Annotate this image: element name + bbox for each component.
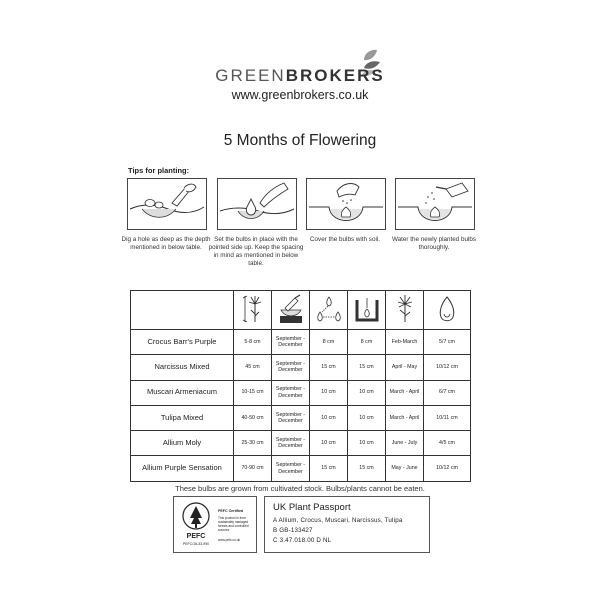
flowering-time-icon	[393, 294, 417, 324]
passport-line-c: C 3.47.018.00 D NL	[273, 537, 332, 544]
cell-spacing: 10 cm	[310, 431, 348, 456]
cell-count: 10/12 cm	[424, 456, 471, 481]
cell-flowering: May - June	[386, 456, 424, 481]
cell-spacing: 15 cm	[310, 355, 348, 380]
cell-count: 4/5 cm	[424, 431, 471, 456]
cell-flowering: April - May	[386, 355, 424, 380]
header-count-cell	[424, 291, 471, 330]
bulb-info-table	[130, 290, 471, 482]
tip-step-4-caption: Water the newly planted bulbs thoroughly.	[391, 236, 477, 251]
bulb-spacing-icon	[315, 294, 343, 324]
cell-height: 5-8 cm	[234, 330, 272, 355]
cell-name: Allium Purple Sensation	[131, 456, 234, 481]
cell-name: Muscari Armeniacum	[131, 380, 234, 405]
pefc-code: PEFC/16-33-990	[182, 542, 210, 546]
cell-name: Tulipa Mixed	[131, 405, 234, 430]
tips-heading: Tips for planting:	[128, 166, 190, 175]
disclaimer-text: These bulbs are grown from cultivated stock. Bulbs/plants cannot be eaten.	[175, 484, 425, 493]
cell-depth: 10 cm	[348, 380, 386, 405]
cell-flowering: Feb-March	[386, 330, 424, 355]
pefc-cert-title: PEFC Certified	[218, 509, 244, 513]
cell-count: 10/11 cm	[424, 405, 471, 430]
tip-step-4-illustration	[395, 178, 475, 230]
pefc-cert-description: This product is from sustainably managed forests and controlled sources	[218, 516, 249, 532]
table-row	[131, 456, 471, 481]
bulbs-per-pack-icon	[435, 294, 459, 324]
cell-count: 6/7 cm	[424, 380, 471, 405]
cell-planting: September - December	[272, 456, 310, 481]
cell-count: 10/12 cm	[424, 355, 471, 380]
flower-height-icon	[241, 294, 265, 324]
cell-spacing: 10 cm	[310, 405, 348, 430]
planting-depth-icon	[353, 294, 381, 324]
brand-logo	[0, 66, 600, 86]
table-row	[131, 431, 471, 456]
header-spacing-cell	[310, 291, 348, 330]
table-row	[131, 405, 471, 430]
cell-planting: September - December	[272, 355, 310, 380]
passport-line-a: A Allium, Crocus, Muscari, Narcissus, Tulipa	[273, 517, 403, 524]
table-header-row	[131, 291, 471, 330]
website-url[interactable]: www.greenbrokers.co.uk	[231, 88, 369, 102]
cell-depth: 10 cm	[348, 431, 386, 456]
cell-height: 10-15 cm	[234, 380, 272, 405]
cell-count: 5/7 cm	[424, 330, 471, 355]
plant-passport-title: UK Plant Passport	[273, 502, 351, 513]
tip-step-2-caption: Set the bulbs in place with the pointed side up. Keep the spacing in mind as mentioned in below table.	[208, 236, 304, 267]
trowel-digging-icon	[128, 179, 206, 229]
header-depth-cell	[348, 291, 386, 330]
cell-name: Narcissus Mixed	[131, 355, 234, 380]
header-blank-cell	[131, 291, 234, 330]
header-height-cell	[234, 291, 272, 330]
tip-step-3-caption: Cover the bulbs with soil.	[310, 236, 380, 243]
hand-placing-bulb-icon	[218, 179, 296, 229]
hand-covering-soil-icon	[307, 179, 385, 229]
cell-depth: 15 cm	[348, 456, 386, 481]
cell-height: 40-50 cm	[234, 405, 272, 430]
cell-planting: September - December	[272, 431, 310, 456]
page-title: 5 Months of Flowering	[223, 132, 377, 149]
cell-depth: 10 cm	[348, 405, 386, 430]
cell-planting: September - December	[272, 405, 310, 430]
passport-line-b: B GB-133427	[273, 527, 313, 534]
cell-depth: 8 cm	[348, 330, 386, 355]
tip-step-2-illustration	[217, 178, 297, 230]
pefc-label: PEFC	[186, 533, 206, 540]
pefc-url[interactable]: www.pefc.co.uk	[218, 538, 241, 542]
cell-height: 25-30 cm	[234, 431, 272, 456]
cell-spacing: 8 cm	[310, 330, 348, 355]
cell-name: Crocus Barr's Purple	[131, 330, 234, 355]
cell-name: Allium Moly	[131, 431, 234, 456]
cell-flowering: March - April	[386, 380, 424, 405]
tip-step-1-caption: Dig a hole as deep as the depth mentioned in below table.	[121, 236, 211, 251]
cell-spacing: 10 cm	[310, 380, 348, 405]
table-row	[131, 330, 471, 355]
logo-green-text: GREEN	[215, 66, 286, 85]
planting-time-trowel-icon	[277, 294, 305, 324]
cell-height: 70-90 cm	[234, 456, 272, 481]
cell-flowering: June - July	[386, 431, 424, 456]
cell-planting: September - December	[272, 330, 310, 355]
tip-step-3-illustration	[306, 178, 386, 230]
logo-brokers-text: BROKERS	[285, 66, 385, 85]
watering-can-icon	[396, 179, 474, 229]
cell-flowering: March - April	[386, 405, 424, 430]
cell-spacing: 15 cm	[310, 456, 348, 481]
pefc-tree-logo-icon	[181, 502, 211, 532]
table-row	[131, 380, 471, 405]
table-row	[131, 355, 471, 380]
cell-height: 45 cm	[234, 355, 272, 380]
header-flowering-cell	[386, 291, 424, 330]
cell-planting: September - December	[272, 380, 310, 405]
header-planting-cell	[272, 291, 310, 330]
tip-step-1-illustration	[127, 178, 207, 230]
cell-depth: 15 cm	[348, 355, 386, 380]
